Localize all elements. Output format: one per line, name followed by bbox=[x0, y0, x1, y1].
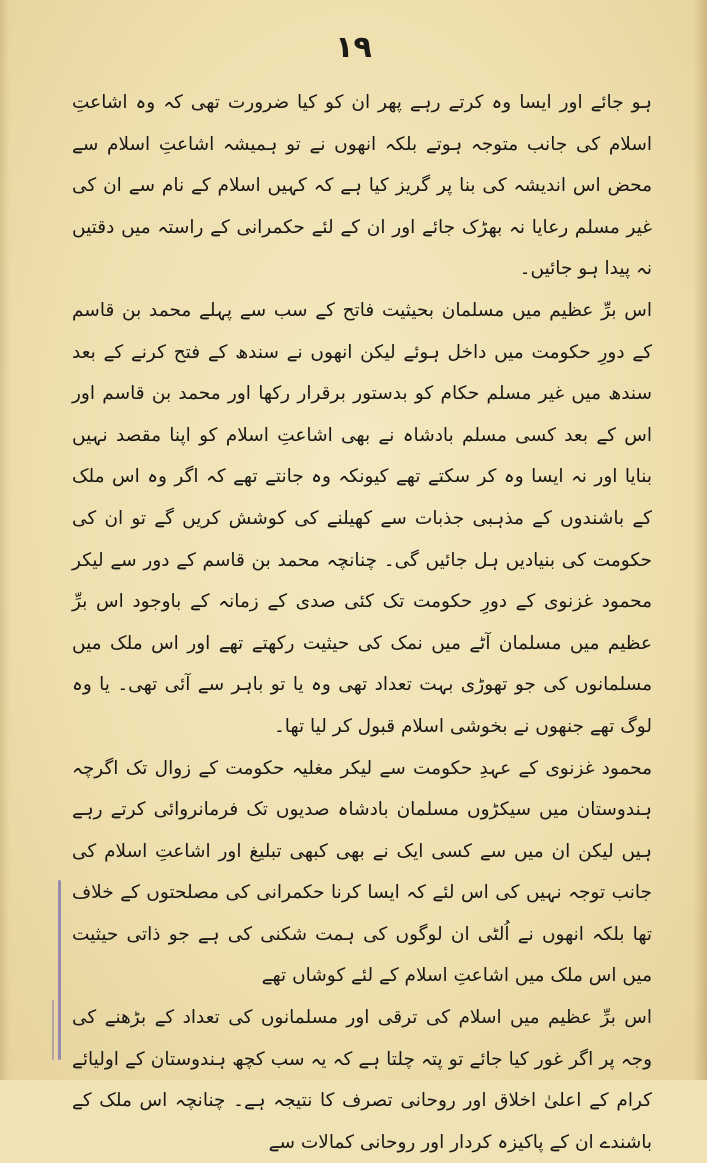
paragraph-4: اس برِّ عظیم میں اسلام کی ترقی اور مسلمانوں کی تعداد کے بڑھنے کی وجہ پر اگر غور کیا جائے تو پتہ چلتا ہے کہ یہ سب کچھ ہندوستان کے اولیائے کرام کے اعلیٰ اخلاق اور روحانی تصرف کا نتیجہ ہے۔ چنانچہ اس ملک کے باشندے ان کے پاکیزہ کردار اور روحانی کمالات سے bbox=[72, 1007, 652, 1153]
page-right-shadow bbox=[693, 0, 707, 1080]
paragraph-3: محمود غزنوی کے عہدِ حکومت سے لیکر مغلیہ حکومت کے زوال تک اگرچہ ہندوستان میں سیکڑوں مسلمان بادشاہ صدیوں تک فرمانروائی کرتے رہے ہیں لیکن ان میں سے کسی ایک نے بھی کبھی تبلیغ اور اشاعتِ اسلام کی جانب توجہ نہیں کی اس لئے کہ ایسا کرنا حکمرانی کی مصلحتوں کے خلاف تھا بلکہ انھوں نے اُلٹی ان لوگوں کی ہمت شکنی کی ہے جو ذاتی حیثیت میں اس ملک میں اشاعتِ اسلام کے لئے کوشاں تھے bbox=[72, 757, 652, 987]
margin-pen-mark bbox=[58, 880, 61, 1060]
margin-pen-mark-secondary bbox=[52, 1000, 54, 1060]
page-body bbox=[72, 82, 652, 1163]
paragraph-1: ہو جائے اور ایسا وہ کرتے رہے پھر ان کو کیا ضرورت تھی کہ وہ اشاعتِ اسلام کی جانب متوجہ ہوتے بلکہ انھوں نے تو ہمیشہ اشاعتِ اسلام سے محض اس اندیشہ کی بنا پر گریز کیا ہے کہ کہیں اسلام کے نام سے ان کی غیر مسلم رعایا نہ بھڑک جائے اور ان کے لئے حکمرانی کے راستہ میں دقتیں نہ پیدا ہو جائیں۔ bbox=[72, 92, 652, 280]
page-number: ١٩ bbox=[335, 30, 372, 65]
page-left-shadow bbox=[0, 0, 10, 1080]
paragraph-2: اس برِّ عظیم میں مسلمان بحیثیت فاتح کے سب سے پہلے محمد بن قاسم کے دورِ حکومت میں داخل ہوئے لیکن انھوں نے سندھ کے فتح کرنے کے بعد سندھ میں غیر مسلم حکام کو بدستور برقرار رکھا اور محمد بن قاسم اور اس کے بعد کسی مسلم بادشاہ نے بھی اشاعتِ اسلام کو اپنا مقصد نہیں بنایا اور نہ ایسا وہ کر سکتے تھے کیونکہ وہ جانتے تھے کہ اگر وہ اس ملک کے باشندوں کے مذہبی جذبات سے کھیلنے کی کوشش کریں گے تو ان کی حکومت کی بنیادیں ہل جائیں گی۔ چنانچہ محمد بن قاسم کے دور سے لیکر محمود غزنوی کے دورِ حکومت تک کئی صدی کے زمانہ کے باوجود اس برِّ عظیم میں مسلمان آٹے میں نمک کی حیثیت رکھتے تھے اور اس ملک میں مسلمانوں کی جو تھوڑی بہت تعداد تھی وہ یا تو باہر سے آئی تھی۔ یا وہ لوگ تھے جنھوں نے بخوشی اسلام قبول کر لیا تھا۔ bbox=[72, 299, 652, 737]
